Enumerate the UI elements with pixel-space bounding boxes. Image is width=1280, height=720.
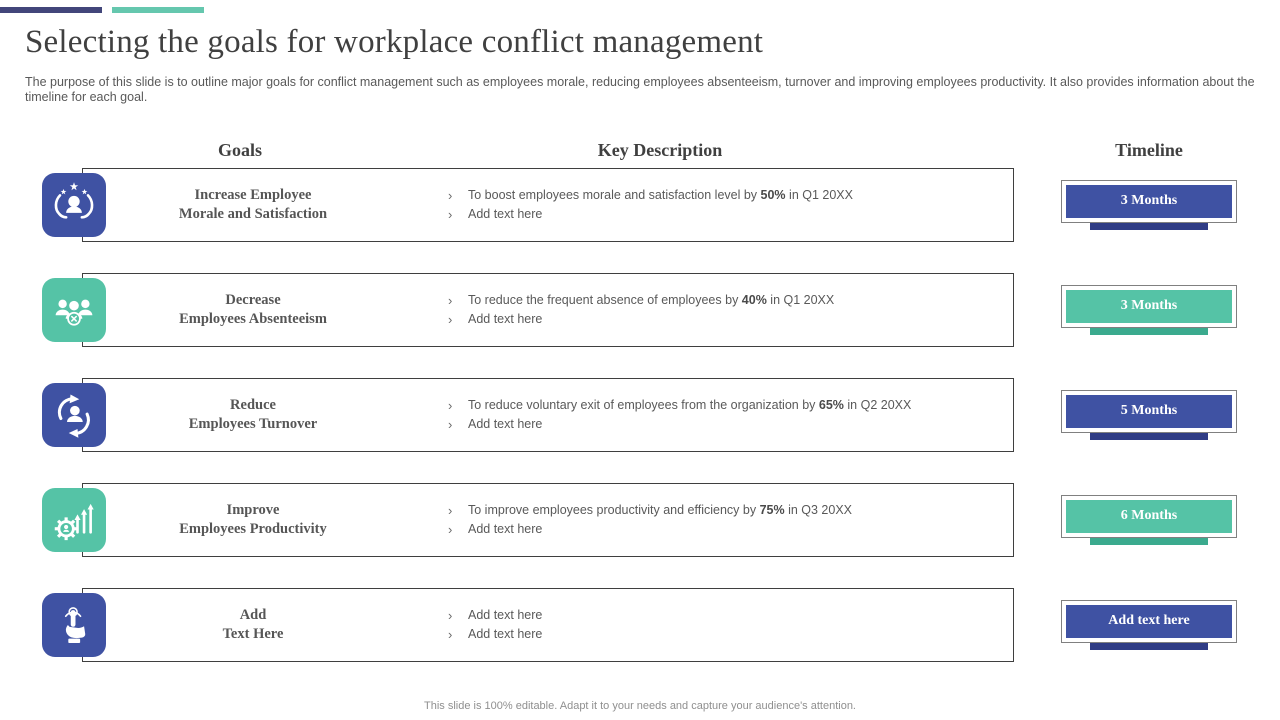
goal-title [108, 168, 398, 242]
timeline-badge-label: Add text here [1066, 605, 1232, 638]
timeline-badge-frame [1061, 285, 1237, 328]
goal-row [0, 588, 1280, 662]
timeline-badge-shadow [1090, 643, 1208, 650]
description-line [448, 187, 943, 204]
description-line [448, 607, 943, 624]
absenteeism-icon [42, 278, 106, 342]
chevron-bullet: › [448, 417, 453, 432]
description-line [448, 206, 943, 223]
description-text: Add text here [468, 608, 543, 622]
employee-morale-icon [42, 173, 106, 237]
timeline-badge-frame [1061, 180, 1237, 223]
timeline-badge-shadow [1090, 328, 1208, 335]
description-line [448, 626, 943, 643]
turnover-icon [42, 383, 106, 447]
description-line [448, 311, 943, 328]
description-line [448, 292, 943, 309]
goal-row [0, 483, 1280, 557]
page-title: Selecting the goals for workplace conflict management [25, 24, 764, 60]
timeline-badge-shadow [1090, 433, 1208, 440]
timeline-badge [1061, 180, 1237, 230]
goal-row [0, 273, 1280, 347]
column-header-goals: Goals [217, 140, 262, 160]
chevron-bullet: › [448, 503, 453, 518]
description-text: To improve employees productivity and efficiency by 75% in Q3 20XX [468, 503, 853, 517]
chevron-bullet: › [448, 188, 453, 203]
add-text-icon [42, 593, 106, 657]
goal-title-line2: Employees Turnover [188, 416, 318, 432]
chevron-bullet: › [448, 627, 453, 642]
chevron-bullet: › [448, 312, 453, 327]
accent-bar-teal [112, 7, 204, 13]
description-line [448, 502, 943, 519]
timeline-badge-label: 6 Months [1066, 500, 1232, 533]
timeline-badge-shadow [1090, 223, 1208, 230]
goal-row [0, 168, 1280, 242]
goal-title [108, 378, 398, 452]
timeline-badge-label: 3 Months [1066, 290, 1232, 323]
timeline-badge-frame [1061, 600, 1237, 643]
column-header-key-description: Key Description [597, 140, 723, 160]
description-text: Add text here [468, 627, 543, 641]
chevron-bullet: › [448, 398, 453, 413]
description-list [448, 378, 943, 452]
description-line [448, 397, 943, 414]
goal-title [108, 483, 398, 557]
timeline-badge [1061, 495, 1237, 545]
description-text: Add text here [468, 207, 543, 221]
description-text: To boost employees morale and satisfaction level by 50% in Q1 20XX [468, 188, 853, 202]
timeline-badge-shadow [1090, 538, 1208, 545]
description-text: To reduce the frequent absence of employees by 40% in Q1 20XX [468, 293, 835, 307]
chevron-bullet: › [448, 293, 453, 308]
timeline-badge-frame [1061, 495, 1237, 538]
timeline-badge [1061, 390, 1237, 440]
goal-title-line2: Employees Productivity [179, 521, 327, 537]
description-list [448, 168, 943, 242]
page-subtitle: The purpose of this slide is to outline major goals for conflict management such as employees morale, reducing employees absenteeism, turnover and improving employees productivity. It also provides information about the timeline for each goal. [25, 75, 1255, 104]
productivity-icon [42, 488, 106, 552]
description-list [448, 273, 943, 347]
goal-title-line2: Text Here [222, 626, 284, 642]
goal-title-line2: Employees Absenteeism [179, 311, 327, 327]
goal-title [108, 273, 398, 347]
description-list [448, 588, 943, 662]
goal-title-line1: Add [239, 607, 267, 623]
timeline-badge [1061, 285, 1237, 335]
description-text: To reduce voluntary exit of employees from the organization by 65% in Q2 20XX [468, 398, 912, 412]
goal-row [0, 378, 1280, 452]
accent-bar-navy [0, 7, 102, 13]
timeline-badge [1061, 600, 1237, 650]
description-text: Add text here [468, 312, 543, 326]
goal-title [108, 588, 398, 662]
goal-title-line1: Increase Employee [194, 187, 312, 203]
description-line [448, 521, 943, 538]
timeline-badge-label: 3 Months [1066, 185, 1232, 218]
column-header-timeline: Timeline [1115, 140, 1183, 160]
goal-title-line1: Improve [226, 502, 280, 518]
chevron-bullet: › [448, 207, 453, 222]
goal-title-line1: Reduce [230, 397, 276, 413]
description-line [448, 416, 943, 433]
goal-title-line1: Decrease [225, 292, 281, 308]
description-text: Add text here [468, 417, 543, 431]
chevron-bullet: › [448, 608, 453, 623]
timeline-badge-frame [1061, 390, 1237, 433]
goal-title-line2: Morale and Satisfaction [178, 206, 328, 222]
timeline-badge-label: 5 Months [1066, 395, 1232, 428]
chevron-bullet: › [448, 522, 453, 537]
description-text: Add text here [468, 522, 543, 536]
slide-footnote: This slide is 100% editable. Adapt it to your needs and capture your audience's attention. [424, 700, 856, 712]
description-list [448, 483, 943, 557]
